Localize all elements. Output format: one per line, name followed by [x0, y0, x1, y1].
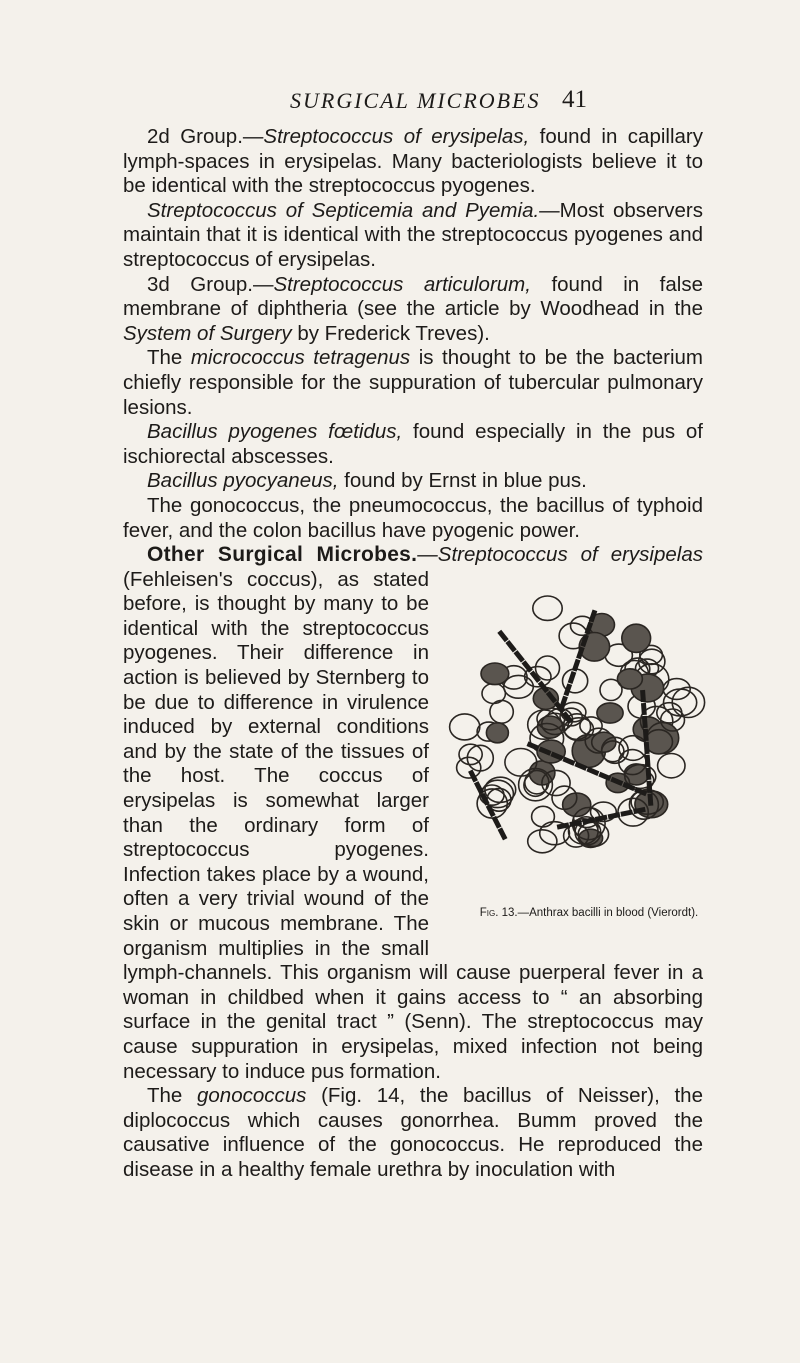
paragraph-septicemia: Streptococcus of Septicemia and Pyemia.—Most observers maintain that it is identical with the streptococcus pyogenes and streptococcus of erysipelas. — [123, 198, 703, 271]
bacillus-segment — [620, 809, 633, 816]
figure-caption-text: —Anthrax bacilli in blood (Vierordt). — [517, 906, 699, 919]
blood-cell — [597, 703, 623, 723]
paragraph-gonococcus: The gonococcus (Fig. 14, the bacillus of Neisser), the diplococcus which causes gonorrhea. Bumm proved the causative influence of the gonococcus. He reproduced the disease in a healthy female urethra by inoculation with — [123, 1084, 703, 1181]
blood-cell — [536, 656, 560, 680]
blood-cell — [532, 806, 555, 827]
bacillus-segment — [527, 741, 540, 750]
bacillus-segment — [643, 728, 649, 740]
bacillus-segment — [646, 767, 652, 779]
bacillus-segment — [586, 766, 599, 775]
blood-cell — [533, 596, 562, 620]
bacillus-segment — [647, 793, 653, 805]
page-number: 41 — [562, 86, 587, 113]
bacillus-segment — [498, 827, 508, 840]
blood-cell — [486, 722, 508, 742]
bacillus-segment — [598, 771, 611, 780]
paragraph-2d-group: 2d Group.—Streptococcus of erysipelas, found in capillary lymph-spaces in erysipelas. Many bacteriologists believe it to be identical with the streptococcus pyogenes. — [123, 125, 703, 198]
blood-cell — [658, 753, 685, 777]
bacillus-segment — [645, 754, 651, 766]
bacillus-segment — [514, 650, 525, 663]
paragraph-foetidus: Bacillus pyogenes fœtidus, found especially in the pus of ischiorectal abscesses. — [123, 420, 704, 468]
bacillus-segment — [568, 671, 577, 684]
blood-cell — [672, 687, 704, 717]
blood-cell — [504, 675, 534, 698]
running-head: SURGICAL MICROBES — [290, 88, 541, 113]
page-header — [0, 88, 800, 118]
bacillus-segment — [505, 640, 516, 653]
bacillus-segment — [497, 629, 508, 642]
paragraph-pyocyaneus: Bacillus pyocyaneus, found by Ernst in blue pus. — [147, 469, 587, 493]
paragraph-tetragenus: The micrococcus tetragenus is thought to be the bacterium chiefly responsible for the suppuration of tubercular pulmonary lesions. — [123, 346, 703, 419]
paragraph-other-surgical-microbes: Other Surgical Microbes.—Streptococcus of erysipelas Fig. 13.—Anthrax bacilli in blood (Vierordt). (Fehleisen's coccus), as stated before, is thought by many to be identical with the streptococcus pyogenes. Their difference in action is believed by Sternberg to be due to difference in virulence induced by external conditions and by the state of the tissues of the host. The coccus of erysipelas is somewhat larger than the ordinary form of streptococcus pyogenes. Infection takes place by a wound, often a very trivial wound of the skin or mucous membrane. The organism multiplies in the small lymph-channels. This organism will cause puerperal fever in a woman in childbed when it gains access to “ an absorbing surface in the genital tract ” (Senn). The streptococcus may cause suppuration in erysipelas, mixed infection not being necessary to induce pus formation. — [123, 543, 703, 1084]
figure-caption — [443, 906, 711, 920]
bacillus-segment — [646, 780, 652, 792]
blood-cell — [600, 679, 622, 700]
bacillus-segment — [640, 690, 646, 702]
blood-cell — [450, 714, 480, 740]
figure-anthrax-bacilli — [443, 576, 711, 946]
bacillus-segment — [644, 741, 650, 753]
bacillus-segment — [563, 683, 572, 696]
body-text — [123, 125, 703, 1183]
bacillus-segment — [474, 781, 484, 794]
bacillus-segment — [559, 695, 568, 708]
anthrax-bacilli-illustration — [443, 576, 711, 906]
blood-cell — [505, 748, 537, 776]
blood-cell — [528, 829, 557, 852]
bacillus-segment — [642, 715, 648, 727]
paragraph-pyogenic-power: The gonococcus, the pneumococcus, the bacillus of typhoid fever, and the colon bacillus have pyogenic power. — [123, 493, 703, 542]
blood-cell — [622, 624, 651, 652]
blood-cell — [459, 744, 482, 764]
blood-cell — [482, 683, 505, 703]
section-heading: Other Surgical Microbes. — [147, 543, 418, 567]
bacillus-segment — [492, 816, 502, 829]
figure-label: Fig. 13. — [479, 906, 518, 919]
bacillus-segment — [641, 703, 647, 715]
paragraph-3d-group: 3d Group.—Streptococcus articulorum, found in false membrane of diphtheria (see the article by Woodhead in the System of Surgery by Frederick Treves). — [123, 272, 703, 345]
